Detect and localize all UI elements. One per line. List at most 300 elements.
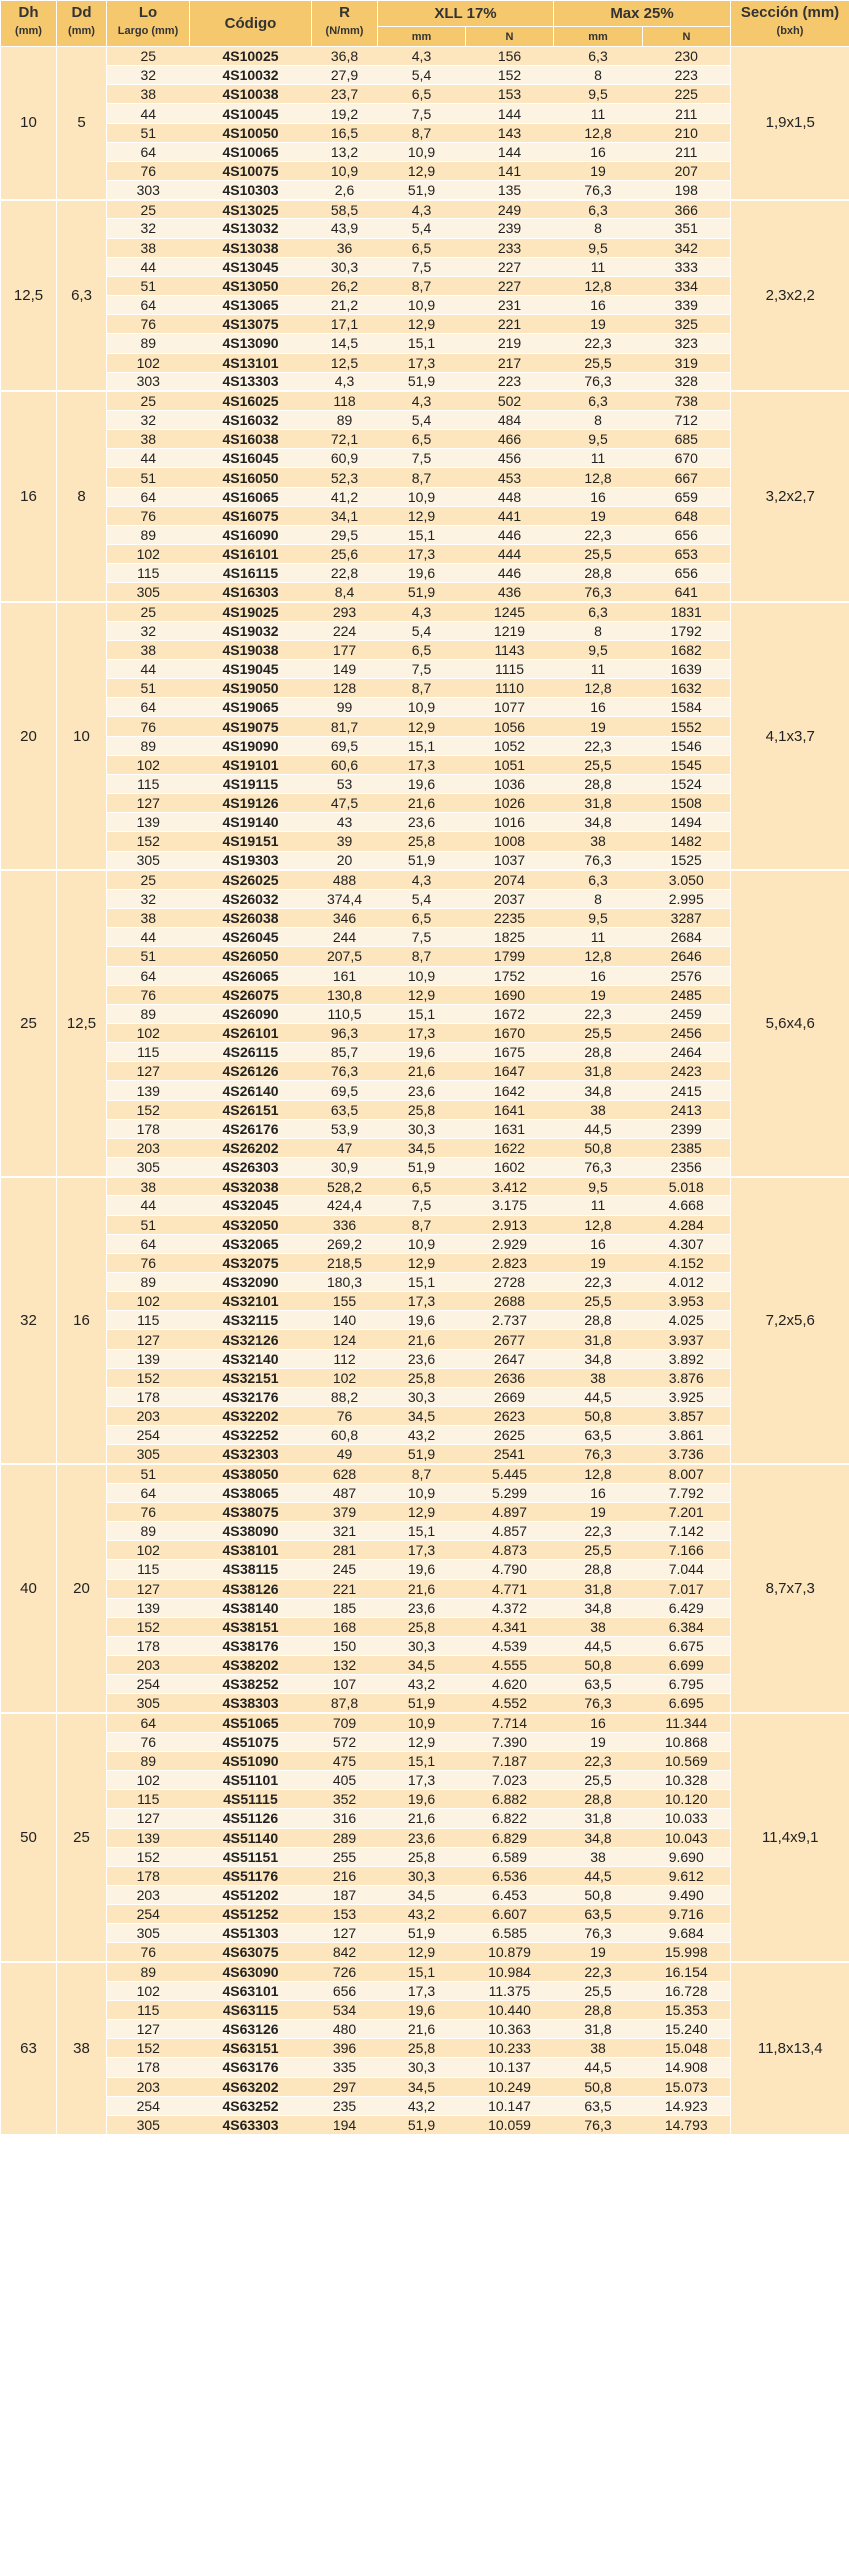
max-n-cell: 1632 bbox=[643, 679, 731, 698]
xll-mm-cell: 51,9 bbox=[378, 181, 466, 200]
table-row bbox=[1, 181, 849, 200]
max-n-cell: 10.569 bbox=[643, 1751, 731, 1770]
r-cell: 269,2 bbox=[312, 1234, 378, 1253]
codigo-cell: 4S16115 bbox=[190, 564, 312, 583]
max-mm-cell: 9,5 bbox=[554, 430, 643, 449]
lo-cell: 44 bbox=[107, 257, 190, 276]
lo-cell: 64 bbox=[107, 1713, 190, 1732]
xll-mm-cell: 25,8 bbox=[378, 1100, 466, 1119]
lo-cell: 38 bbox=[107, 1177, 190, 1196]
xll-mm-cell: 4,3 bbox=[378, 391, 466, 410]
xll-mm-cell: 23,6 bbox=[378, 813, 466, 832]
table-row bbox=[1, 2020, 849, 2039]
codigo-cell: 4S10065 bbox=[190, 142, 312, 161]
r-cell: 140 bbox=[312, 1311, 378, 1330]
table-row bbox=[1, 985, 849, 1004]
r-cell: 346 bbox=[312, 909, 378, 928]
lo-cell: 25 bbox=[107, 200, 190, 219]
max-mm-cell: 34,8 bbox=[554, 1598, 643, 1617]
max-mm-cell: 25,5 bbox=[554, 755, 643, 774]
max-n-cell: 4.025 bbox=[643, 1311, 731, 1330]
xll-mm-cell: 7,5 bbox=[378, 928, 466, 947]
xll-mm-cell: 7,5 bbox=[378, 660, 466, 679]
max-n-cell: 6.384 bbox=[643, 1617, 731, 1636]
lo-cell: 127 bbox=[107, 1579, 190, 1598]
table-row bbox=[1, 774, 849, 793]
xll-mm-cell: 43,2 bbox=[378, 1675, 466, 1694]
xll-n-cell: 239 bbox=[466, 219, 554, 238]
xll-n-cell: 6.585 bbox=[466, 1924, 554, 1943]
table-row bbox=[1, 717, 849, 736]
xll-n-cell: 219 bbox=[466, 334, 554, 353]
xll-n-cell: 10.147 bbox=[466, 2096, 554, 2115]
xll-n-cell: 7.390 bbox=[466, 1732, 554, 1751]
codigo-cell: 4S63075 bbox=[190, 1943, 312, 1962]
xll-n-cell: 7.023 bbox=[466, 1771, 554, 1790]
max-n-cell: 223 bbox=[643, 66, 731, 85]
max-mm-cell: 76,3 bbox=[554, 583, 643, 602]
r-cell: 118 bbox=[312, 391, 378, 410]
table-row bbox=[1, 1330, 849, 1349]
max-mm-cell: 44,5 bbox=[554, 1636, 643, 1655]
seccion-cell: 3,2x2,7 bbox=[731, 391, 849, 602]
lo-cell: 139 bbox=[107, 1349, 190, 1368]
lo-cell: 254 bbox=[107, 1426, 190, 1445]
header-max-mm: mm bbox=[554, 27, 643, 47]
xll-n-cell: 444 bbox=[466, 545, 554, 564]
lo-cell: 89 bbox=[107, 1751, 190, 1770]
max-n-cell: 6.699 bbox=[643, 1656, 731, 1675]
xll-n-cell: 233 bbox=[466, 238, 554, 257]
max-mm-cell: 22,3 bbox=[554, 1004, 643, 1023]
max-mm-cell: 22,3 bbox=[554, 1751, 643, 1770]
r-cell: 13,2 bbox=[312, 142, 378, 161]
max-n-cell: 1482 bbox=[643, 832, 731, 851]
lo-cell: 51 bbox=[107, 947, 190, 966]
table-row bbox=[1, 468, 849, 487]
xll-n-cell: 5.445 bbox=[466, 1464, 554, 1483]
table-row bbox=[1, 1483, 849, 1502]
table-row bbox=[1, 1847, 849, 1866]
header-lo-sub: Largo (mm) bbox=[117, 25, 179, 37]
table-row bbox=[1, 200, 849, 219]
max-mm-cell: 31,8 bbox=[554, 794, 643, 813]
lo-cell: 305 bbox=[107, 1694, 190, 1713]
header-r bbox=[312, 1, 378, 47]
xll-n-cell: 446 bbox=[466, 564, 554, 583]
table-row bbox=[1, 1349, 849, 1368]
xll-n-cell: 10.233 bbox=[466, 2039, 554, 2058]
lo-cell: 44 bbox=[107, 660, 190, 679]
max-mm-cell: 31,8 bbox=[554, 1062, 643, 1081]
lo-cell: 51 bbox=[107, 1215, 190, 1234]
xll-mm-cell: 5,4 bbox=[378, 219, 466, 238]
seccion-cell: 1,9x1,5 bbox=[731, 47, 849, 200]
r-cell: 53,9 bbox=[312, 1119, 378, 1138]
xll-mm-cell: 17,3 bbox=[378, 1771, 466, 1790]
r-cell: 528,2 bbox=[312, 1177, 378, 1196]
table-row bbox=[1, 1713, 849, 1732]
lo-cell: 178 bbox=[107, 1119, 190, 1138]
max-mm-cell: 44,5 bbox=[554, 1866, 643, 1885]
max-n-cell: 712 bbox=[643, 410, 731, 429]
xll-mm-cell: 17,3 bbox=[378, 1981, 466, 2000]
max-n-cell: 10.033 bbox=[643, 1809, 731, 1828]
header-dh-unit: (mm) bbox=[15, 25, 42, 37]
lo-cell: 38 bbox=[107, 430, 190, 449]
max-mm-cell: 16 bbox=[554, 487, 643, 506]
lo-cell: 64 bbox=[107, 296, 190, 315]
max-n-cell: 4.307 bbox=[643, 1234, 731, 1253]
header-dd-label: Dd bbox=[71, 4, 92, 21]
lo-cell: 115 bbox=[107, 1790, 190, 1809]
codigo-cell: 4S19038 bbox=[190, 640, 312, 659]
table-row bbox=[1, 1368, 849, 1387]
r-cell: 60,8 bbox=[312, 1426, 378, 1445]
table-row bbox=[1, 1943, 849, 1962]
max-mm-cell: 31,8 bbox=[554, 1330, 643, 1349]
table-row bbox=[1, 1579, 849, 1598]
table-row bbox=[1, 296, 849, 315]
r-cell: 216 bbox=[312, 1866, 378, 1885]
table-row bbox=[1, 1215, 849, 1234]
lo-cell: 152 bbox=[107, 832, 190, 851]
xll-n-cell: 1110 bbox=[466, 679, 554, 698]
xll-mm-cell: 51,9 bbox=[378, 372, 466, 391]
max-n-cell: 656 bbox=[643, 525, 731, 544]
codigo-cell: 4S32202 bbox=[190, 1407, 312, 1426]
lo-cell: 25 bbox=[107, 870, 190, 889]
lo-cell: 32 bbox=[107, 621, 190, 640]
max-mm-cell: 63,5 bbox=[554, 1905, 643, 1924]
max-mm-cell: 25,5 bbox=[554, 1981, 643, 2000]
max-n-cell: 211 bbox=[643, 104, 731, 123]
xll-mm-cell: 25,8 bbox=[378, 1847, 466, 1866]
xll-n-cell: 10.249 bbox=[466, 2077, 554, 2096]
codigo-cell: 4S32151 bbox=[190, 1368, 312, 1387]
codigo-cell: 4S13065 bbox=[190, 296, 312, 315]
xll-n-cell: 1622 bbox=[466, 1138, 554, 1157]
xll-n-cell: 484 bbox=[466, 410, 554, 429]
table-row bbox=[1, 1311, 849, 1330]
r-cell: 293 bbox=[312, 602, 378, 621]
header-dh bbox=[1, 1, 57, 47]
table-row bbox=[1, 1445, 849, 1464]
max-mm-cell: 50,8 bbox=[554, 2077, 643, 2096]
xll-n-cell: 2037 bbox=[466, 889, 554, 908]
xll-mm-cell: 43,2 bbox=[378, 2096, 466, 2115]
max-mm-cell: 8 bbox=[554, 621, 643, 640]
r-cell: 177 bbox=[312, 640, 378, 659]
header-seccion bbox=[731, 1, 849, 47]
r-cell: 12,5 bbox=[312, 353, 378, 372]
xll-n-cell: 453 bbox=[466, 468, 554, 487]
codigo-cell: 4S16038 bbox=[190, 430, 312, 449]
table-row bbox=[1, 1234, 849, 1253]
xll-n-cell: 1672 bbox=[466, 1004, 554, 1023]
xll-mm-cell: 15,1 bbox=[378, 525, 466, 544]
xll-n-cell: 2.823 bbox=[466, 1253, 554, 1272]
lo-cell: 139 bbox=[107, 813, 190, 832]
xll-n-cell: 4.771 bbox=[466, 1579, 554, 1598]
max-mm-cell: 28,8 bbox=[554, 1560, 643, 1579]
xll-mm-cell: 12,9 bbox=[378, 1943, 466, 1962]
max-n-cell: 198 bbox=[643, 181, 731, 200]
max-n-cell: 351 bbox=[643, 219, 731, 238]
lo-cell: 32 bbox=[107, 219, 190, 238]
table-row bbox=[1, 410, 849, 429]
xll-n-cell: 143 bbox=[466, 123, 554, 142]
max-n-cell: 9.684 bbox=[643, 1924, 731, 1943]
codigo-cell: 4S51151 bbox=[190, 1847, 312, 1866]
xll-mm-cell: 19,6 bbox=[378, 1790, 466, 1809]
xll-n-cell: 6.822 bbox=[466, 1809, 554, 1828]
r-cell: 149 bbox=[312, 660, 378, 679]
codigo-cell: 4S38303 bbox=[190, 1694, 312, 1713]
max-mm-cell: 8 bbox=[554, 219, 643, 238]
xll-mm-cell: 12,9 bbox=[378, 1732, 466, 1751]
xll-mm-cell: 6,5 bbox=[378, 909, 466, 928]
xll-n-cell: 4.552 bbox=[466, 1694, 554, 1713]
max-n-cell: 4.152 bbox=[643, 1253, 731, 1272]
xll-mm-cell: 17,3 bbox=[378, 545, 466, 564]
codigo-cell: 4S38151 bbox=[190, 1617, 312, 1636]
xll-n-cell: 4.857 bbox=[466, 1522, 554, 1541]
table-row bbox=[1, 621, 849, 640]
codigo-cell: 4S19140 bbox=[190, 813, 312, 832]
xll-n-cell: 456 bbox=[466, 449, 554, 468]
lo-cell: 305 bbox=[107, 583, 190, 602]
codigo-cell: 4S32126 bbox=[190, 1330, 312, 1349]
codigo-cell: 4S51303 bbox=[190, 1924, 312, 1943]
r-cell: 124 bbox=[312, 1330, 378, 1349]
dd-cell: 8 bbox=[57, 391, 107, 602]
codigo-cell: 4S51202 bbox=[190, 1886, 312, 1905]
r-cell: 26,2 bbox=[312, 276, 378, 295]
lo-cell: 305 bbox=[107, 2115, 190, 2134]
xll-n-cell: 2728 bbox=[466, 1273, 554, 1292]
max-mm-cell: 28,8 bbox=[554, 1790, 643, 1809]
r-cell: 102 bbox=[312, 1368, 378, 1387]
lo-cell: 178 bbox=[107, 1636, 190, 1655]
xll-n-cell: 10.879 bbox=[466, 1943, 554, 1962]
header-seccion-label: Sección (mm) bbox=[740, 4, 840, 21]
max-n-cell: 7.792 bbox=[643, 1483, 731, 1502]
codigo-cell: 4S26045 bbox=[190, 928, 312, 947]
codigo-cell: 4S10075 bbox=[190, 161, 312, 180]
table-row bbox=[1, 851, 849, 870]
max-mm-cell: 25,5 bbox=[554, 1771, 643, 1790]
codigo-cell: 4S19075 bbox=[190, 717, 312, 736]
table-row bbox=[1, 679, 849, 698]
r-cell: 29,5 bbox=[312, 525, 378, 544]
xll-mm-cell: 51,9 bbox=[378, 583, 466, 602]
table-row bbox=[1, 1905, 849, 1924]
xll-mm-cell: 10,9 bbox=[378, 296, 466, 315]
xll-mm-cell: 12,9 bbox=[378, 161, 466, 180]
lo-cell: 254 bbox=[107, 1905, 190, 1924]
r-cell: 487 bbox=[312, 1483, 378, 1502]
max-mm-cell: 63,5 bbox=[554, 1426, 643, 1445]
table-row bbox=[1, 736, 849, 755]
lo-cell: 44 bbox=[107, 1196, 190, 1215]
dh-cell: 32 bbox=[1, 1177, 57, 1464]
xll-mm-cell: 10,9 bbox=[378, 487, 466, 506]
table-header bbox=[1, 1, 849, 47]
codigo-cell: 4S51075 bbox=[190, 1732, 312, 1751]
xll-n-cell: 4.539 bbox=[466, 1636, 554, 1655]
xll-n-cell: 436 bbox=[466, 583, 554, 602]
xll-n-cell: 6.536 bbox=[466, 1866, 554, 1885]
lo-cell: 51 bbox=[107, 468, 190, 487]
xll-mm-cell: 8,7 bbox=[378, 947, 466, 966]
xll-n-cell: 1752 bbox=[466, 966, 554, 985]
lo-cell: 76 bbox=[107, 1502, 190, 1521]
table-row bbox=[1, 66, 849, 85]
table-row bbox=[1, 1253, 849, 1272]
xll-mm-cell: 17,3 bbox=[378, 755, 466, 774]
codigo-cell: 4S13303 bbox=[190, 372, 312, 391]
xll-n-cell: 446 bbox=[466, 525, 554, 544]
lo-cell: 44 bbox=[107, 449, 190, 468]
codigo-cell: 4S26065 bbox=[190, 966, 312, 985]
lo-cell: 76 bbox=[107, 506, 190, 525]
table-row bbox=[1, 372, 849, 391]
xll-n-cell: 1052 bbox=[466, 736, 554, 755]
max-mm-cell: 16 bbox=[554, 698, 643, 717]
max-n-cell: 3.876 bbox=[643, 1368, 731, 1387]
max-n-cell: 2399 bbox=[643, 1119, 731, 1138]
r-cell: 58,5 bbox=[312, 200, 378, 219]
max-n-cell: 2356 bbox=[643, 1158, 731, 1177]
codigo-cell: 4S51176 bbox=[190, 1866, 312, 1885]
header-lo-label: Lo bbox=[138, 4, 158, 21]
r-cell: 47 bbox=[312, 1138, 378, 1157]
dh-cell: 25 bbox=[1, 870, 57, 1177]
table-row bbox=[1, 1656, 849, 1675]
r-cell: 36,8 bbox=[312, 47, 378, 66]
xll-n-cell: 7.714 bbox=[466, 1713, 554, 1732]
xll-n-cell: 1036 bbox=[466, 774, 554, 793]
table-row bbox=[1, 1196, 849, 1215]
max-n-cell: 6.695 bbox=[643, 1694, 731, 1713]
lo-cell: 203 bbox=[107, 1407, 190, 1426]
max-mm-cell: 19 bbox=[554, 1943, 643, 1962]
r-cell: 572 bbox=[312, 1732, 378, 1751]
r-cell: 153 bbox=[312, 1905, 378, 1924]
codigo-cell: 4S26075 bbox=[190, 985, 312, 1004]
r-cell: 107 bbox=[312, 1675, 378, 1694]
max-n-cell: 2464 bbox=[643, 1043, 731, 1062]
xll-mm-cell: 17,3 bbox=[378, 353, 466, 372]
table-row bbox=[1, 1426, 849, 1445]
r-cell: 235 bbox=[312, 2096, 378, 2115]
codigo-cell: 4S63115 bbox=[190, 2000, 312, 2019]
codigo-cell: 4S16065 bbox=[190, 487, 312, 506]
lo-cell: 178 bbox=[107, 2058, 190, 2077]
header-xll-mm: mm bbox=[378, 27, 466, 47]
max-mm-cell: 34,8 bbox=[554, 813, 643, 832]
table-body bbox=[1, 47, 849, 2135]
table-row bbox=[1, 545, 849, 564]
xll-mm-cell: 51,9 bbox=[378, 2115, 466, 2134]
r-cell: 245 bbox=[312, 1560, 378, 1579]
codigo-cell: 4S19151 bbox=[190, 832, 312, 851]
r-cell: 25,6 bbox=[312, 545, 378, 564]
codigo-cell: 4S13050 bbox=[190, 276, 312, 295]
r-cell: 30,3 bbox=[312, 257, 378, 276]
codigo-cell: 4S63202 bbox=[190, 2077, 312, 2096]
lo-cell: 254 bbox=[107, 1675, 190, 1694]
lo-cell: 25 bbox=[107, 602, 190, 621]
lo-cell: 203 bbox=[107, 1886, 190, 1905]
max-n-cell: 1524 bbox=[643, 774, 731, 793]
codigo-cell: 4S63151 bbox=[190, 2039, 312, 2058]
codigo-cell: 4S16090 bbox=[190, 525, 312, 544]
xll-n-cell: 4.341 bbox=[466, 1617, 554, 1636]
lo-cell: 203 bbox=[107, 1138, 190, 1157]
max-mm-cell: 28,8 bbox=[554, 2000, 643, 2019]
table-row bbox=[1, 1138, 849, 1157]
xll-n-cell: 4.897 bbox=[466, 1502, 554, 1521]
xll-n-cell: 2.737 bbox=[466, 1311, 554, 1330]
codigo-cell: 4S38050 bbox=[190, 1464, 312, 1483]
xll-mm-cell: 12,9 bbox=[378, 315, 466, 334]
r-cell: 480 bbox=[312, 2020, 378, 2039]
xll-n-cell: 1143 bbox=[466, 640, 554, 659]
lo-cell: 305 bbox=[107, 1445, 190, 1464]
max-n-cell: 325 bbox=[643, 315, 731, 334]
lo-cell: 115 bbox=[107, 1311, 190, 1330]
xll-mm-cell: 21,6 bbox=[378, 1809, 466, 1828]
max-mm-cell: 76,3 bbox=[554, 1445, 643, 1464]
codigo-cell: 4S16032 bbox=[190, 410, 312, 429]
xll-mm-cell: 21,6 bbox=[378, 2020, 466, 2039]
r-cell: 36 bbox=[312, 238, 378, 257]
table-row bbox=[1, 794, 849, 813]
max-n-cell: 1508 bbox=[643, 794, 731, 813]
r-cell: 76 bbox=[312, 1407, 378, 1426]
xll-n-cell: 1647 bbox=[466, 1062, 554, 1081]
codigo-cell: 4S16101 bbox=[190, 545, 312, 564]
xll-n-cell: 249 bbox=[466, 200, 554, 219]
max-n-cell: 339 bbox=[643, 296, 731, 315]
max-mm-cell: 31,8 bbox=[554, 1579, 643, 1598]
table-row bbox=[1, 47, 849, 66]
xll-mm-cell: 6,5 bbox=[378, 85, 466, 104]
xll-n-cell: 2647 bbox=[466, 1349, 554, 1368]
lo-cell: 44 bbox=[107, 104, 190, 123]
table-row bbox=[1, 123, 849, 142]
lo-cell: 102 bbox=[107, 1771, 190, 1790]
xll-mm-cell: 5,4 bbox=[378, 66, 466, 85]
codigo-cell: 4S26115 bbox=[190, 1043, 312, 1062]
r-cell: 475 bbox=[312, 1751, 378, 1770]
table-row bbox=[1, 315, 849, 334]
xll-n-cell: 2688 bbox=[466, 1292, 554, 1311]
max-mm-cell: 22,3 bbox=[554, 334, 643, 353]
header-r-label: R bbox=[339, 4, 350, 21]
max-mm-cell: 19 bbox=[554, 161, 643, 180]
codigo-cell: 4S10303 bbox=[190, 181, 312, 200]
xll-n-cell: 141 bbox=[466, 161, 554, 180]
table-row bbox=[1, 583, 849, 602]
max-mm-cell: 16 bbox=[554, 1483, 643, 1502]
max-mm-cell: 16 bbox=[554, 1713, 643, 1732]
max-mm-cell: 22,3 bbox=[554, 1522, 643, 1541]
codigo-cell: 4S16075 bbox=[190, 506, 312, 525]
xll-n-cell: 3.412 bbox=[466, 1177, 554, 1196]
